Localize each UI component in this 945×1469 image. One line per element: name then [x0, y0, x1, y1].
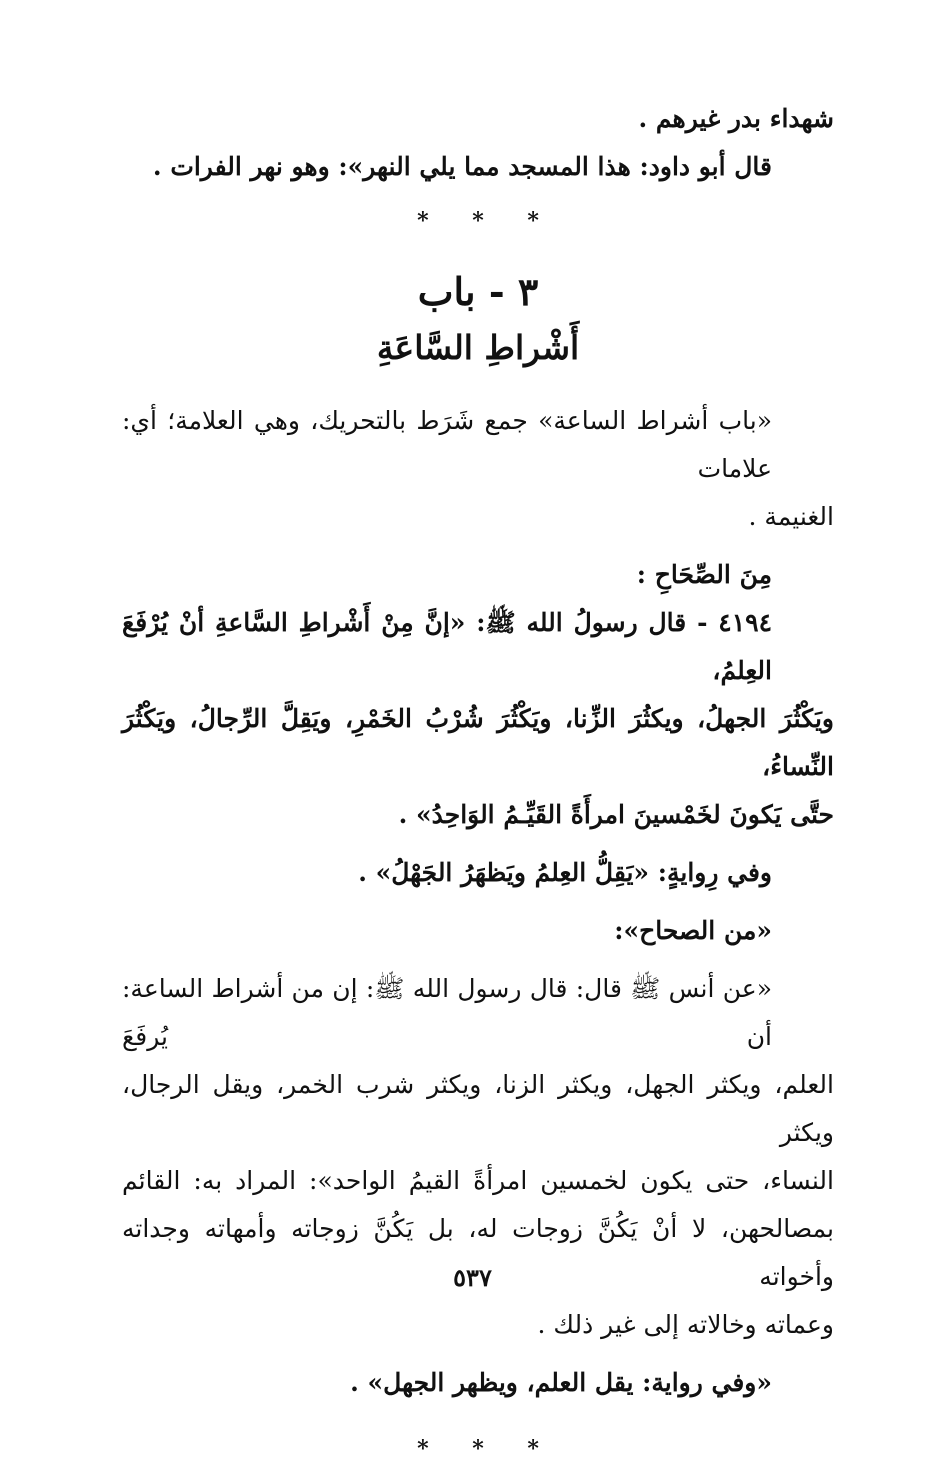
intro-line-1: «باب أشراط الساعة» جمع شَرَط بالتحريك، وهي العلامة؛ أي: علامات [122, 406, 772, 483]
separator-bottom: * * * [417, 1436, 557, 1462]
commentary-riwaya: «وفي رواية: يقل العلم، ويظهر الجهل» . [350, 1368, 772, 1397]
hadith-line-1: ٤١٩٤ - قال رسولُ الله ﷺ: «إنَّ مِنْ أَشْراطِ السَّاعةِ أنْ يُرْفَعَ العِلمُ، [122, 608, 772, 685]
intro-line-2: الغنيمة . [748, 502, 834, 531]
riwaya-line: وفي رِوايةٍ: «يَقِلُّ العِلمُ ويَظهَرُ الجَهْلُ» . [358, 858, 772, 887]
commentary-line-3: النساء، حتى يكون لخمسين امرأةً القيمُ الواحد»: المراد به: القائم [122, 1166, 834, 1195]
page-number: ٥٣٧ [453, 1263, 492, 1292]
commentary-line-2: العلم، ويكثر الجهل، ويكثر الزنا، ويكثر شرب الخمر، ويقل الرجال، ويكثر [122, 1070, 834, 1147]
hadith-line-2: ويَكْثُرَ الجهلُ، ويكثُرَ الزِّنا، ويَكْثُرَ شُرْبُ الخَمْرِ، ويَقِلَّ الرِّجالُ، ويَكْثُرَ النِّساءُ، [122, 704, 834, 781]
top-line-2: قال أبو داود: هذا المسجد مما يلي النهر»: وهو نهر الفرات . [152, 152, 772, 181]
section-heading-sihah: مِنَ الصِّحَاحِ : [636, 560, 772, 589]
commentary-line-5: وعماته وخالاته إلى غير ذلك . [537, 1310, 834, 1339]
hadith-line-3: حتَّى يَكونَ لخَمْسينَ امرأَةً القَيِّـمُ الوَاحِدُ» . [398, 800, 834, 829]
commentary-heading: «من الصحاح»: [614, 916, 772, 945]
separator-top: * * * [417, 208, 557, 234]
top-line-1: شهداء بدر غيرهم . [638, 104, 834, 133]
chapter-title: أَشْراطِ السَّاعَةِ [376, 328, 580, 367]
commentary-line-4: بمصالحهن، لا أنْ يَكُنَّ زوجات له، بل يَكُنَّ زوجاته وأمهاته وجداته وأخواته [122, 1214, 834, 1291]
chapter-number: ٣ - باب [417, 269, 539, 314]
commentary-line-1: «عن أنس ﷺ قال: قال رسول الله ﷺ: إن من أشراط الساعة: أن يُرفَعَ [122, 974, 772, 1051]
